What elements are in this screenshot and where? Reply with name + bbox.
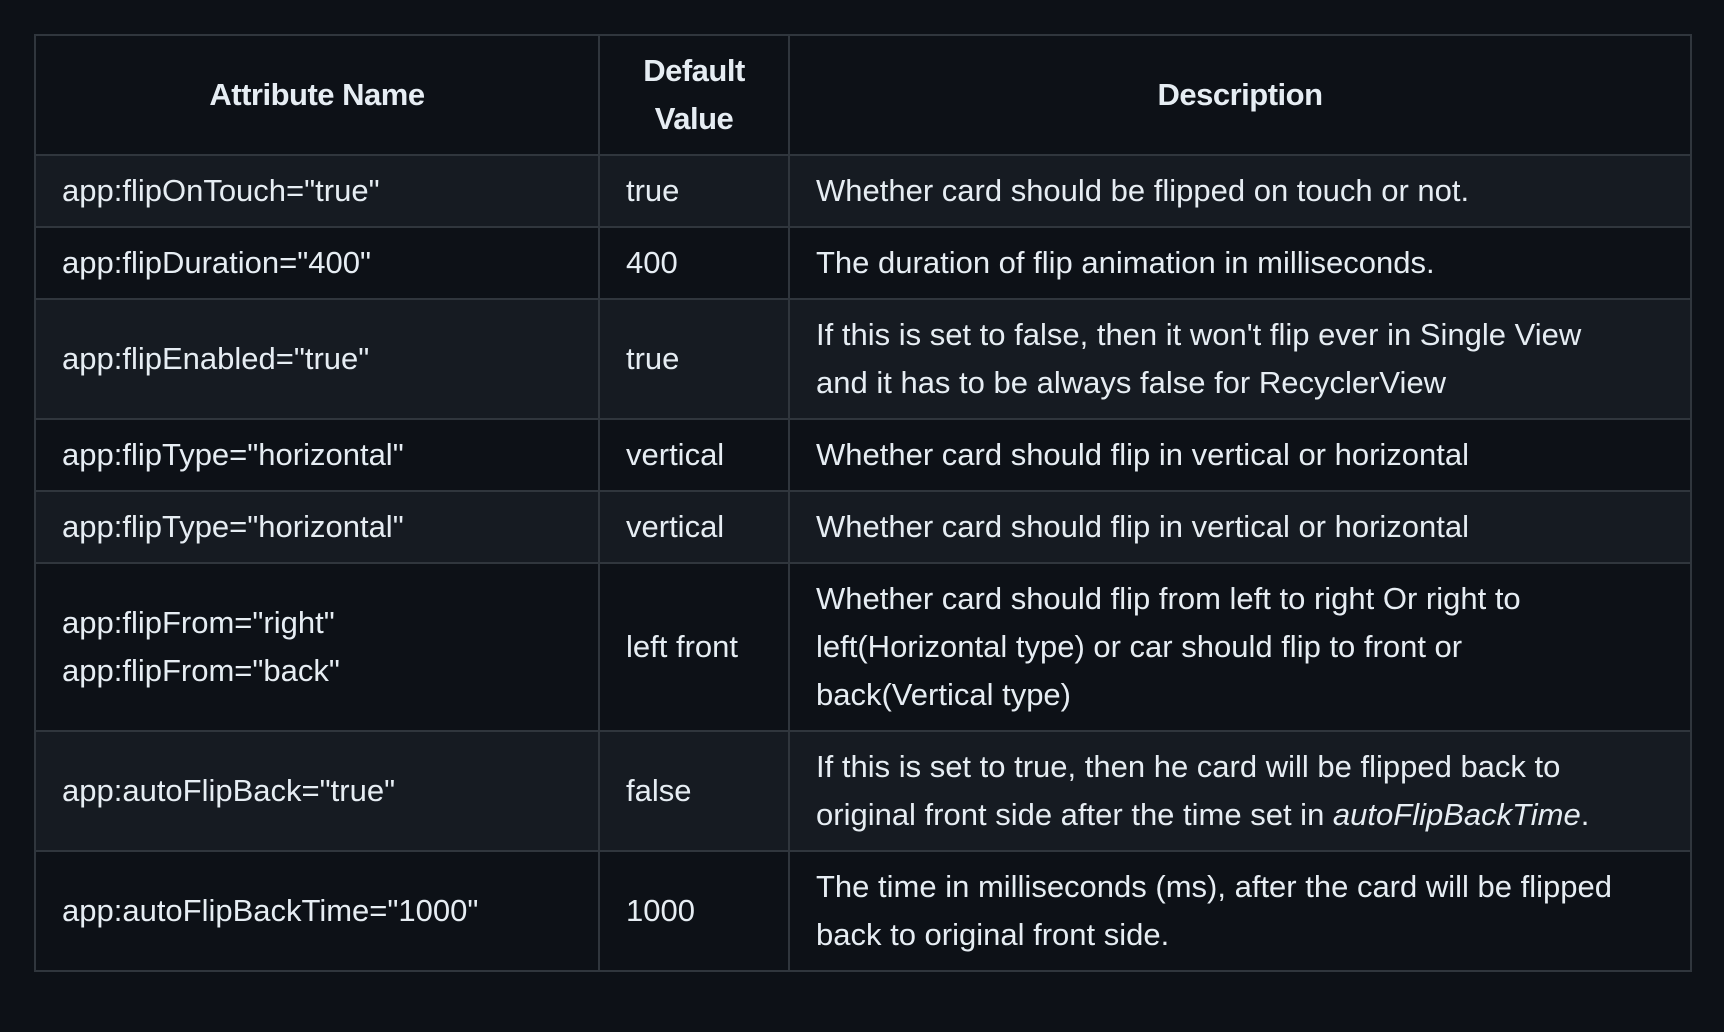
attribute-cell xyxy=(35,155,599,227)
table-row xyxy=(35,731,1691,851)
table-row xyxy=(35,563,1691,731)
attributes-table-container xyxy=(34,34,1692,972)
attribute-text: app:flipType="horizontal" xyxy=(62,437,404,472)
description-text-line xyxy=(816,791,1664,839)
description-text: If this is set to false, then it won't flip ever in Single View xyxy=(816,317,1582,352)
attribute-cell xyxy=(35,851,599,971)
header-default-line1: Default xyxy=(643,53,745,88)
table-row xyxy=(35,419,1691,491)
attribute-text: app:flipFrom="back" xyxy=(62,653,340,688)
table-header xyxy=(35,35,1691,155)
description-cell xyxy=(789,731,1691,851)
description-text: The duration of flip animation in milliseconds. xyxy=(816,245,1435,280)
attribute-cell xyxy=(35,563,599,731)
attribute-cell xyxy=(35,731,599,851)
table-row xyxy=(35,491,1691,563)
description-text: and it has to be always false for RecyclerView xyxy=(816,365,1447,400)
header-default-line2: Value xyxy=(654,101,734,136)
attribute-text: app:autoFlipBack="true" xyxy=(62,773,396,808)
description-text: Whether card should flip in vertical or horizontal xyxy=(816,509,1470,544)
table-row xyxy=(35,155,1691,227)
default-cell: true xyxy=(599,299,789,419)
description-cell xyxy=(789,299,1691,419)
attribute-cell xyxy=(35,299,599,419)
description-text: The time in milliseconds (ms), after the card will be flipped xyxy=(816,869,1612,904)
description-cell xyxy=(789,419,1691,491)
header-row xyxy=(35,35,1691,155)
attribute-text: app:flipDuration="400" xyxy=(62,245,371,280)
attribute-text: app:flipEnabled="true" xyxy=(62,341,370,376)
default-cell: true xyxy=(599,155,789,227)
description-cell xyxy=(789,491,1691,563)
description-text: back to original front side. xyxy=(816,917,1170,952)
default-cell: 400 xyxy=(599,227,789,299)
header-default-value xyxy=(599,35,789,155)
table-row xyxy=(35,299,1691,419)
description-text: If this is set to true, then he card will be flipped back to xyxy=(816,749,1561,784)
description-text: Whether card should flip in vertical or horizontal xyxy=(816,437,1470,472)
table-row xyxy=(35,227,1691,299)
attribute-text: app:flipOnTouch="true" xyxy=(62,173,380,208)
attribute-cell xyxy=(35,491,599,563)
header-description: Description xyxy=(789,35,1691,155)
attribute-text: app:flipFrom="right" xyxy=(62,605,335,640)
description-text: original front side after the time set in xyxy=(816,797,1333,832)
description-text: Whether card should be flipped on touch or not. xyxy=(816,173,1470,208)
attribute-cell xyxy=(35,419,599,491)
description-text: back(Vertical type) xyxy=(816,677,1071,712)
attribute-text: app:autoFlipBackTime="1000" xyxy=(62,893,479,928)
attribute-text: app:flipType="horizontal" xyxy=(62,509,404,544)
description-cell xyxy=(789,227,1691,299)
default-cell: left front xyxy=(599,563,789,731)
description-tail: . xyxy=(1580,797,1590,832)
description-cell xyxy=(789,155,1691,227)
description-emphasis: autoFlipBackTime xyxy=(1332,797,1581,832)
table-body xyxy=(35,155,1691,971)
default-cell: false xyxy=(599,731,789,851)
default-cell: vertical xyxy=(599,491,789,563)
attribute-cell xyxy=(35,227,599,299)
description-cell xyxy=(789,563,1691,731)
description-text: left(Horizontal type) or car should flip to front or xyxy=(816,629,1463,664)
default-cell: 1000 xyxy=(599,851,789,971)
table-row xyxy=(35,851,1691,971)
description-text: Whether card should flip from left to right Or right to xyxy=(816,581,1521,616)
header-attribute-name: Attribute Name xyxy=(35,35,599,155)
description-cell xyxy=(789,851,1691,971)
attributes-table xyxy=(34,34,1692,972)
default-cell: vertical xyxy=(599,419,789,491)
